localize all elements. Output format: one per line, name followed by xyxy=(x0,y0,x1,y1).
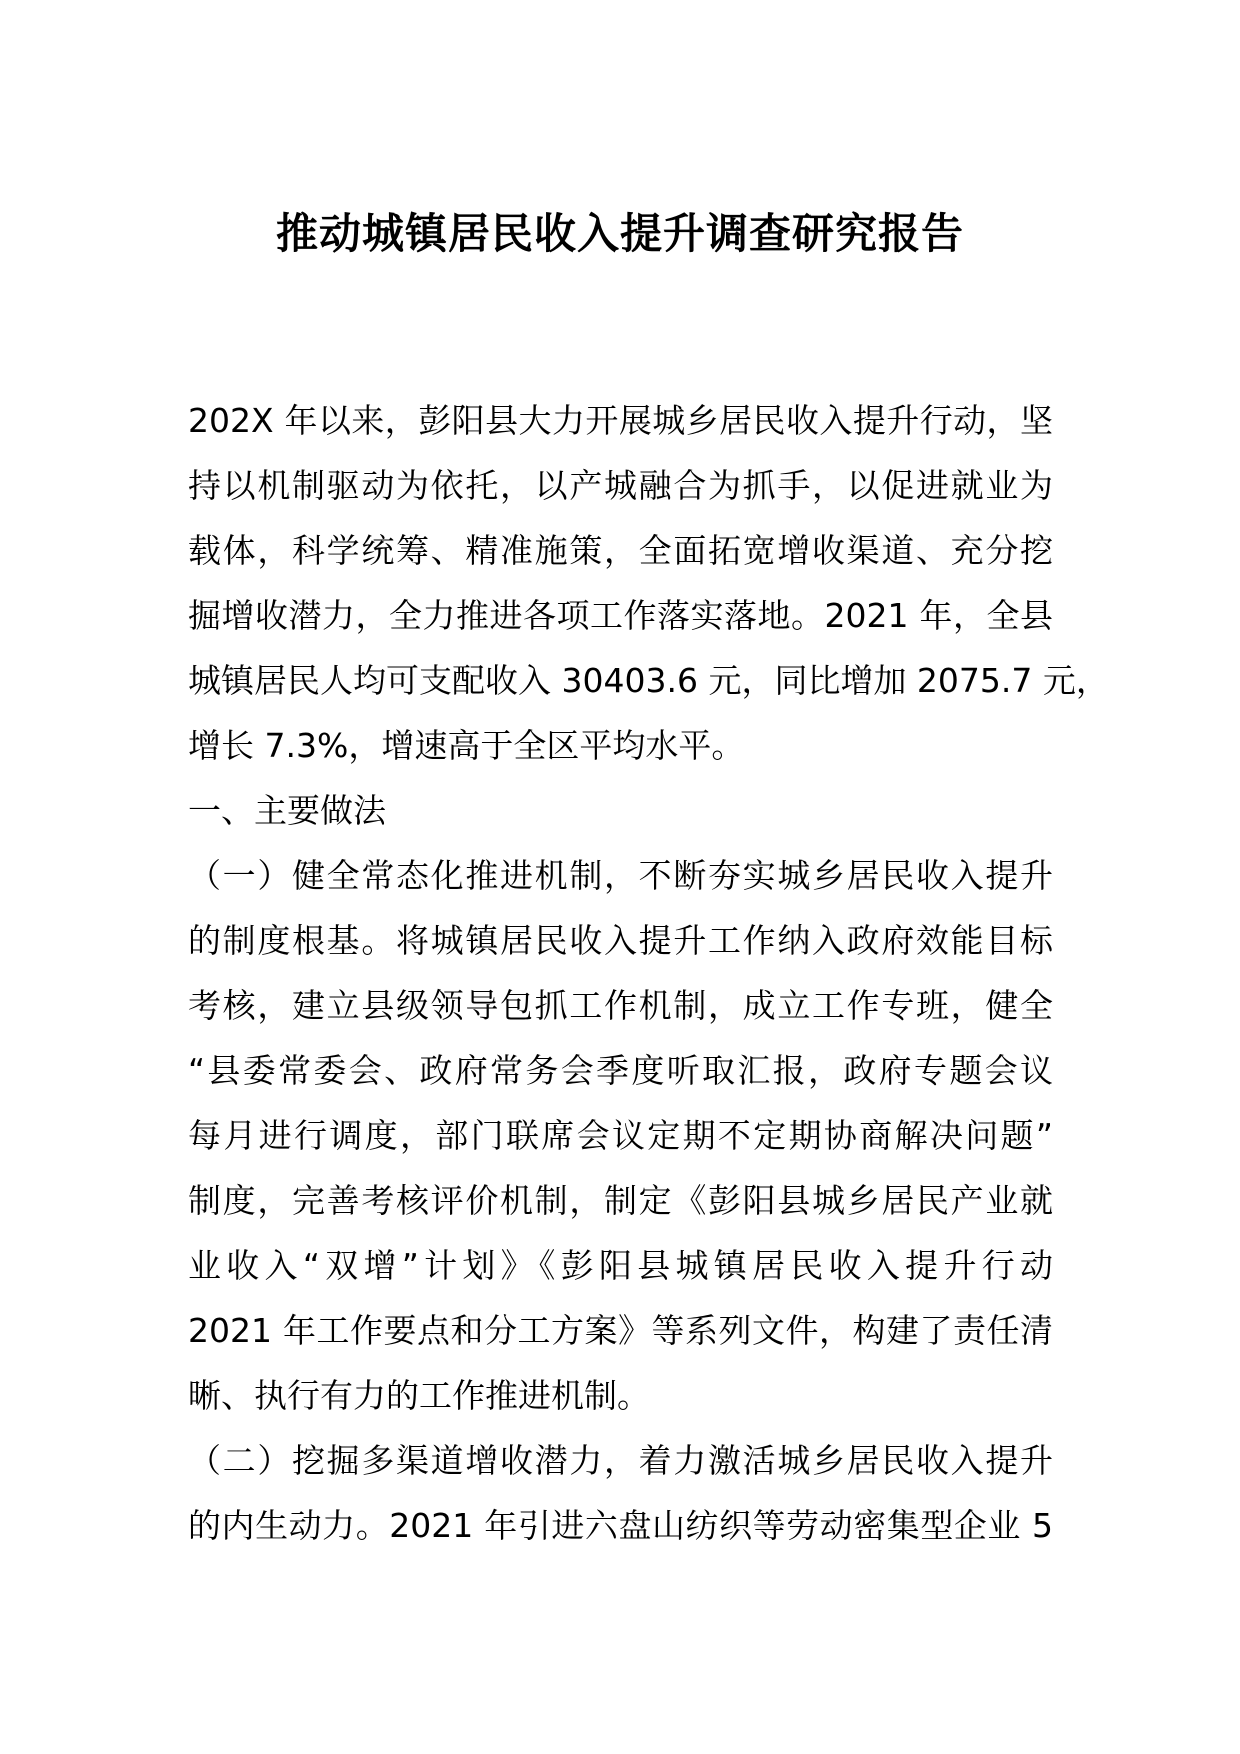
body-line: 制度，完善考核评价机制，制定《彭阳县城乡居民产业就 xyxy=(188,1181,1053,1220)
body-line: 业收入“双增”计划》《彭阳县城镇居民收入提升行动 xyxy=(188,1246,1053,1285)
body-line: 的制度根基。将城镇居民收入提升工作纳入政府效能目标 xyxy=(188,921,1053,960)
body-line: 每月进行调度，部门联席会议定期不定期协商解决问题” xyxy=(188,1116,1053,1155)
section-heading: 一、主要做法 xyxy=(188,791,386,830)
body-line: 增长 7.3%，增速高于全区平均水平。 xyxy=(188,726,745,765)
body-line: “县委常委会、政府常务会季度听取汇报，政府专题会议 xyxy=(188,1051,1053,1090)
body-line: 的内生动力。2021 年引进六盘山纺织等劳动密集型企业 5 xyxy=(188,1506,1053,1545)
body-line: 2021 年工作要点和分工方案》等系列文件，构建了责任清 xyxy=(188,1311,1053,1350)
document-body xyxy=(188,388,1109,1558)
body-line: （二）挖掘多渠道增收潜力，着力激活城乡居民收入提升 xyxy=(188,1441,1053,1480)
body-line: 202X 年以来，彭阳县大力开展城乡居民收入提升行动，坚 xyxy=(188,401,1053,440)
body-line: 持以机制驱动为依托，以产城融合为抓手，以促进就业为 xyxy=(188,466,1053,505)
document-title: 推动城镇居民收入提升调查研究报告 xyxy=(275,209,964,258)
body-line: 城镇居民人均可支配收入 30403.6 元，同比增加 2075.7 元， xyxy=(188,661,1109,700)
body-line: 载体，科学统筹、精准施策，全面拓宽增收渠道、充分挖 xyxy=(188,531,1053,570)
body-line: 掘增收潜力，全力推进各项工作落实落地。2021 年，全县 xyxy=(188,596,1053,635)
body-line: 晰、执行有力的工作推进机制。 xyxy=(188,1376,650,1415)
body-line: （一）健全常态化推进机制，不断夯实城乡居民收入提升 xyxy=(188,856,1053,895)
body-line: 考核，建立县级领导包抓工作机制，成立工作专班，健全 xyxy=(188,986,1053,1025)
